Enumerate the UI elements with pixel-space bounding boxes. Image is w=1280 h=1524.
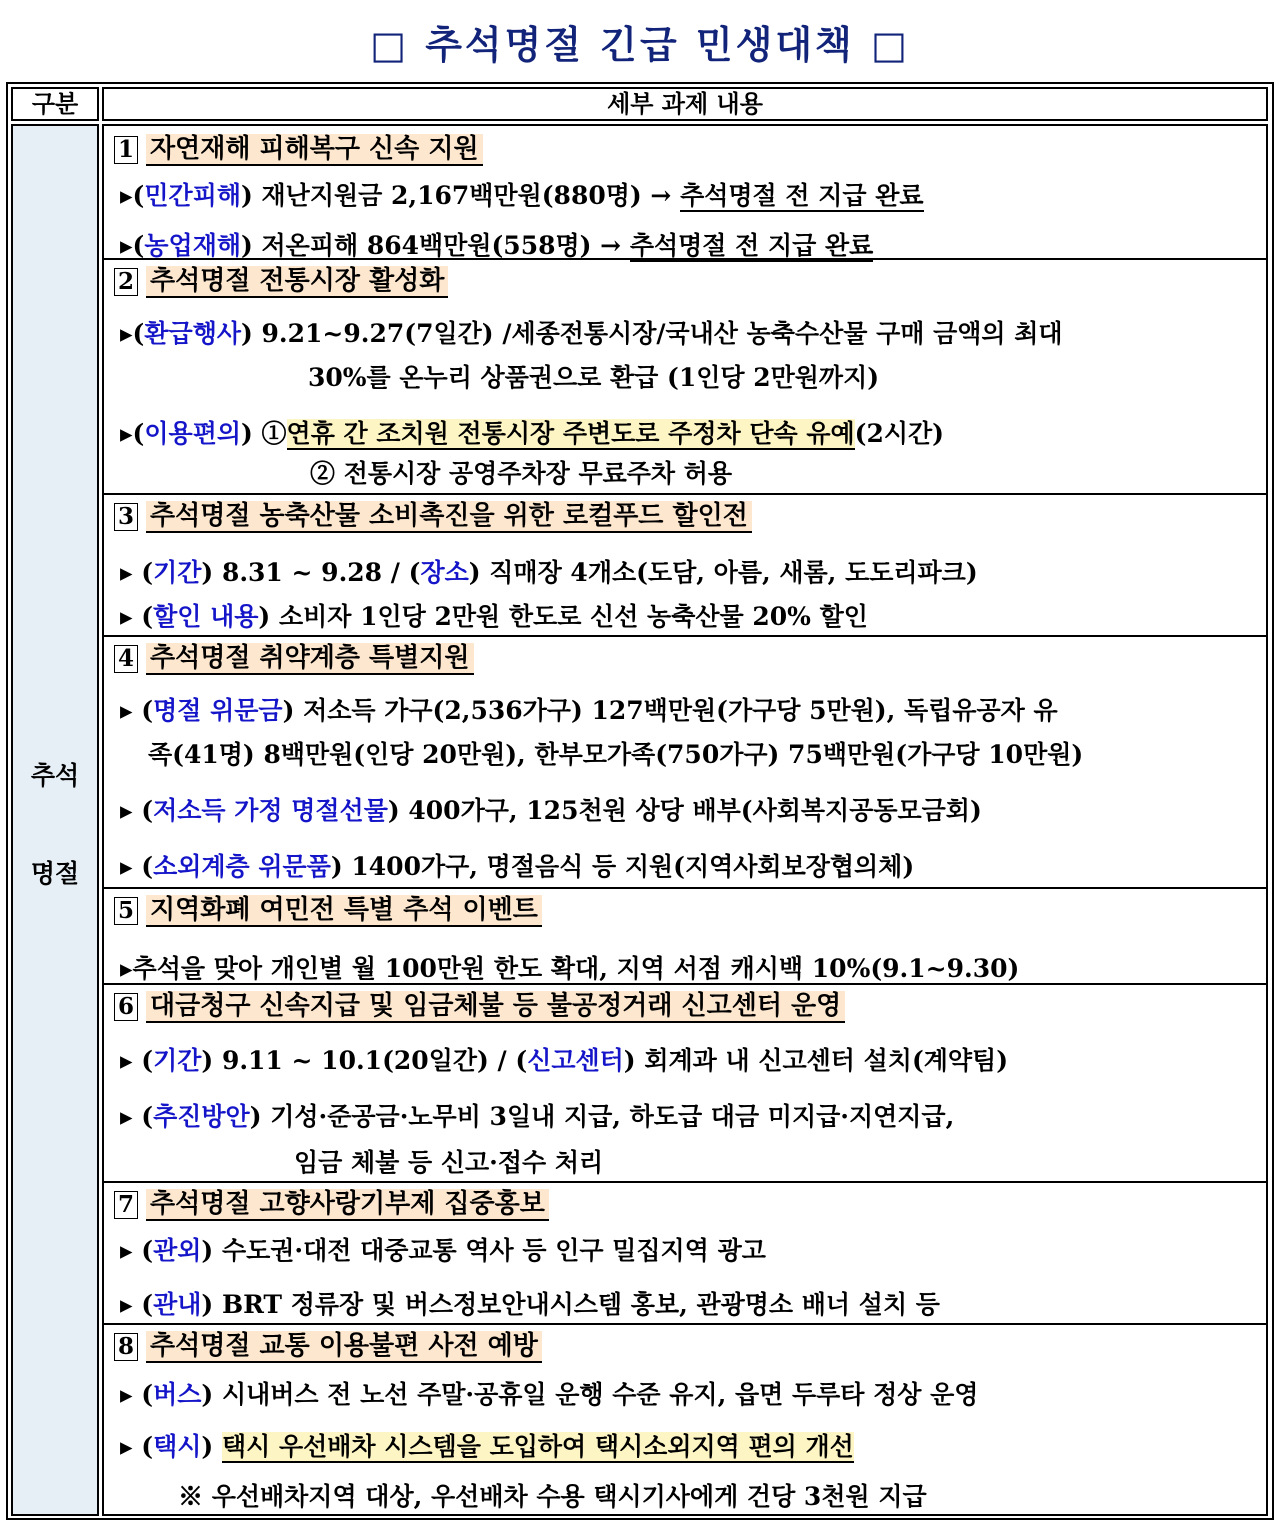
bullet-label: 택시 — [153, 1432, 202, 1461]
highlighted-text: 연휴 간 조치원 전통시장 주변도로 주정차 단속 유예 — [286, 419, 855, 448]
bullet-label: 신고센터 — [527, 1046, 624, 1075]
section-number: 7 — [114, 1191, 138, 1219]
section-7 — [104, 1181, 1266, 1325]
section-title: 대금청구 신속지급 및 임금체불 등 불공정거래 신고센터 운영 — [146, 991, 845, 1023]
bullet-label: 이용편의 — [144, 419, 241, 448]
bullet-line: ▸ (기간) 8.31 ~ 9.28 / (장소) 직매장 4개소(도담, 아름, 새롬, 도도리파크) — [120, 558, 978, 587]
category-cell — [11, 124, 99, 1516]
section-number: 2 — [114, 268, 138, 296]
bullet-label: 할인 내용 — [153, 602, 259, 631]
bullet-continuation: 임금 체불 등 신고·접수 처리 — [294, 1148, 604, 1177]
bullet-label: 농업재해 — [144, 231, 241, 260]
section-number: 4 — [114, 645, 138, 673]
section-number: 1 — [114, 136, 138, 164]
bullet-line: ▸ (할인 내용) 소비자 1인당 2만원 한도로 신선 농축산물 20% 할인 — [120, 602, 868, 631]
bullet-line: ▸(이용편의) ①연휴 간 조치원 전통시장 주변도로 주정차 단속 유예(2시간) — [120, 419, 944, 448]
bullet-line: ▸(농업재해) 저온피해 864백만원(558명) → 추석명절 전 지급 완료 — [120, 231, 874, 260]
section-heading — [114, 260, 448, 297]
bullet-line: ▸(환급행사) 9.21~9.27(7일간) /세종전통시장/국내산 농축수산물 구매 금액의 최대 — [120, 319, 1063, 348]
section-number: 5 — [114, 897, 138, 925]
section-8 — [104, 1323, 1266, 1514]
section-heading — [114, 1325, 542, 1362]
bullet-label: 추진방안 — [153, 1102, 250, 1131]
section-4 — [104, 635, 1266, 889]
section-number: 3 — [114, 503, 138, 531]
bullet-label: 민간피해 — [144, 181, 241, 210]
bullet-continuation: ② 전통시장 공영주차장 무료주차 허용 — [310, 459, 733, 488]
section-3 — [104, 493, 1266, 637]
section-title: 추석명절 고향사랑기부제 집중홍보 — [146, 1189, 549, 1221]
bullet-line: ▸ (명절 위문금) 저소득 가구(2,536가구) 127백만원(가구당 5만원), 독립유공자 유 — [120, 696, 1058, 725]
bullet-line: ▸ (추진방안) 기성·준공금·노무비 3일내 지급, 하도급 대금 미지급·지연지급, — [120, 1102, 955, 1131]
bullet-label: 버스 — [153, 1380, 202, 1409]
bullet-line: ▸(민간피해) 재난지원금 2,167백만원(880명) → 추석명절 전 지급 완료 — [120, 181, 924, 210]
note-text: ※ 우선배차지역 대상, 우선배차 수용 택시기사에게 건당 3천원 지급 — [178, 1482, 927, 1511]
section-title: 추석명절 취약계층 특별지원 — [146, 643, 474, 675]
section-5 — [104, 887, 1266, 985]
section-heading — [114, 1183, 549, 1220]
detail-cell — [102, 124, 1268, 1516]
bullet-label: 관내 — [153, 1290, 202, 1319]
section-1 — [104, 126, 1266, 260]
bullet-continuation: 족(41명) 8백만원(인당 20만원), 한부모가족(750가구) 75백만원(가구당 10만원) — [148, 740, 1084, 769]
bullet-label: 저소득 가정 명절선물 — [153, 796, 388, 825]
header-detail: 세부 과제 내용 — [102, 87, 1268, 121]
bullet-label: 관외 — [153, 1236, 202, 1265]
bullet-line: ▸ (관내) BRT 정류장 및 버스정보안내시스템 홍보, 관광명소 배너 설치 등 — [120, 1290, 940, 1319]
bullet-label: 소외계층 위문품 — [153, 852, 331, 881]
section-number: 6 — [114, 993, 138, 1021]
section-title: 추석명절 교통 이용불편 사전 예방 — [146, 1331, 542, 1363]
section-number: 8 — [114, 1333, 138, 1361]
bullet-line: ▸ (관외) 수도권·대전 대중교통 역사 등 인구 밀집지역 광고 — [120, 1236, 766, 1265]
bullet-line: ▸ (택시) 택시 우선배차 시스템을 도입하여 택시소외지역 편의 개선 — [120, 1432, 854, 1461]
section-title: 자연재해 피해복구 신속 지원 — [146, 134, 483, 166]
category-label-1: 추석 — [30, 761, 80, 790]
bullet-line: ▸ (소외계층 위문품) 1400가구, 명절음식 등 지원(지역사회보장협의체) — [120, 852, 915, 881]
section-heading — [114, 985, 845, 1022]
section-2 — [104, 258, 1266, 495]
bullet-line: ▸ (기간) 9.11 ~ 10.1(20일간) / (신고센터) 회계과 내 신고센터 설치(계약팀) — [120, 1046, 1009, 1075]
bullet-label: 명절 위문금 — [153, 696, 283, 725]
bullet-line: ▸추석을 맞아 개인별 월 100만원 한도 확대, 지역 서점 캐시백 10%(9.1~9.30) — [120, 954, 1020, 983]
underlined-text: 추석명절 전 지급 완료 — [680, 181, 924, 210]
bullet-line: ▸ (저소득 가정 명절선물) 400가구, 125천원 상당 배부(사회복지공동모금회) — [120, 796, 982, 825]
section-title: 추석명절 농축산물 소비촉진을 위한 로컬푸드 할인전 — [146, 501, 752, 533]
section-6 — [104, 983, 1266, 1183]
bullet-line: ▸ (버스) 시내버스 전 노선 주말·공휴일 운행 수준 유지, 읍면 두루타 정상 운영 — [120, 1380, 979, 1409]
header-category: 구분 — [11, 87, 99, 121]
bullet-label: 기간 — [153, 1046, 202, 1075]
section-title: 추석명절 전통시장 활성화 — [146, 266, 448, 298]
underlined-text: 추석명절 전 지급 완료 — [629, 231, 874, 260]
section-heading — [114, 128, 483, 165]
bullet-label: 장소 — [420, 558, 469, 587]
highlighted-text: 택시 우선배차 시스템을 도입하여 택시소외지역 편의 개선 — [221, 1432, 854, 1461]
section-title: 지역화폐 여민전 특별 추석 이벤트 — [146, 895, 542, 927]
section-heading — [114, 889, 542, 926]
bullet-label: 환급행사 — [144, 319, 241, 348]
category-label-2: 명절 — [30, 859, 80, 888]
bullet-label: 기간 — [153, 558, 202, 587]
section-heading — [114, 495, 752, 532]
policy-table — [6, 82, 1274, 1520]
page-title: □ 추석명절 긴급 민생대책 □ — [370, 21, 910, 67]
bullet-continuation: 30%를 온누리 상품권으로 환급 (1인당 2만원까지) — [308, 363, 880, 392]
section-heading — [114, 637, 474, 674]
